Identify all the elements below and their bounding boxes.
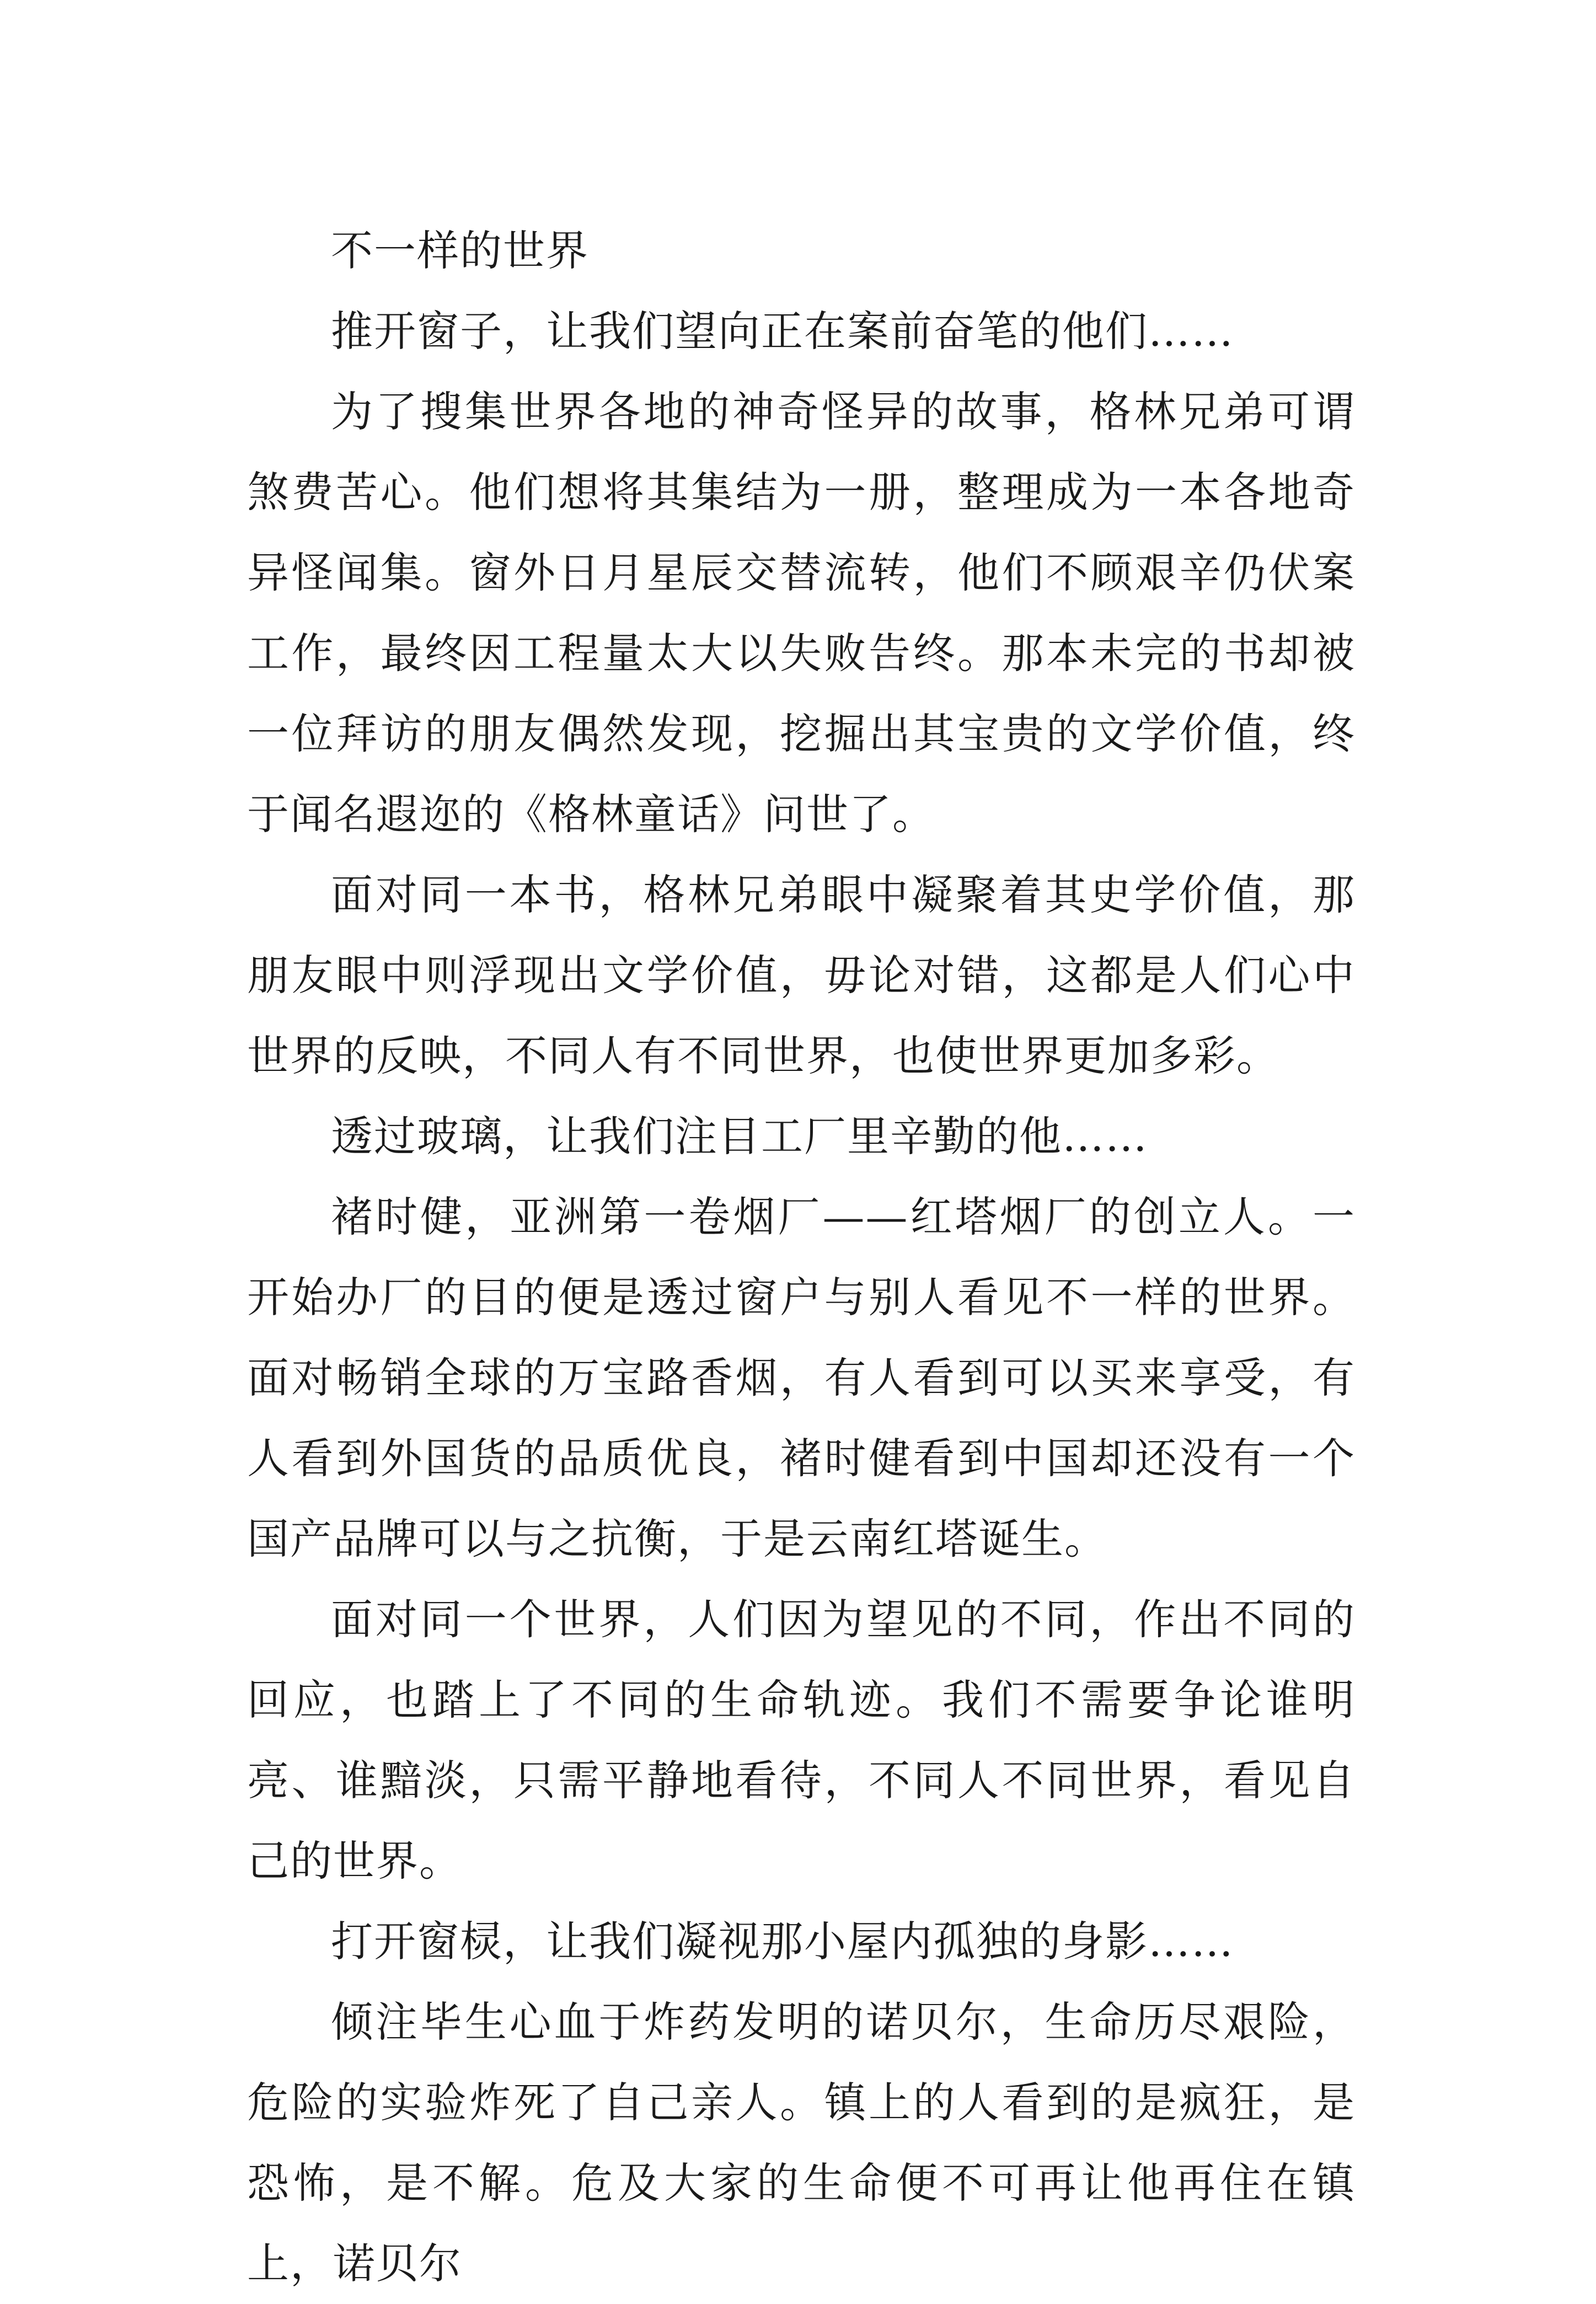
paragraph-nobel-story: 倾注毕生心血于炸药发明的诺贝尔，生命历尽艰险，危险的实验炸死了自己亲人。镇上的人看到的是疯狂，是恐怖，是不解。危及大家的生命便不可再让他再住在镇上，诺贝尔 [247,1997,1356,2288]
paragraph-chu-shijian-reflection: 面对同一个世界，人们因为望见的不同，作出不同的回应，也踏上了不同的生命轨迹。我们不需要争论谁明亮、谁黯淡，只需平静地看待，不同人不同世界，看见自己的世界。 [247,1595,1356,1885]
paragraph-grimm-story: 为了搜集世界各地的神奇怪异的故事，格林兄弟可谓煞费苦心。他们想将其集结为一册，整理成为一本各地奇异怪闻集。窗外日月星辰交替流转，他们不顾艰辛仍伏案工作，最终因工程量太大以失败告终。那本未完的书却被一位拜访的朋友偶然发现，挖掘出其宝贵的文学价值，终于闻名遐迩的《格林童话》问世了。 [247,387,1356,839]
paragraph-chu-shijian-story: 褚时健，亚洲第一卷烟厂——红塔烟厂的创立人。一开始办厂的目的便是透过窗户与别人看见不一样的世界。面对畅销全球的万宝路香烟，有人看到可以买来享受，有人看到外国货的品质优良，褚时健看到中国却还没有一个国产品牌可以与之抗衡，于是云南红塔诞生。 [247,1192,1356,1563]
paragraph-grimm-reflection: 面对同一本书，格林兄弟眼中凝聚着其史学价值，那朋友眼中则浮现出文学价值，毋论对错，这都是人们心中世界的反映，不同人有不同世界，也使世界更加多彩。 [247,870,1356,1080]
document-body [247,211,1356,2304]
paragraph-window-opening: 推开窗子，让我们望向正在案前奋笔的他们…… [331,307,1234,356]
paragraph-glass-transition: 透过玻璃，让我们注目工厂里辛勤的他…… [331,1112,1148,1161]
essay-title: 不一样的世界 [331,226,589,275]
paragraph-lattice-transition: 打开窗棂，让我们凝视那小屋内孤独的身影…… [331,1917,1234,1966]
